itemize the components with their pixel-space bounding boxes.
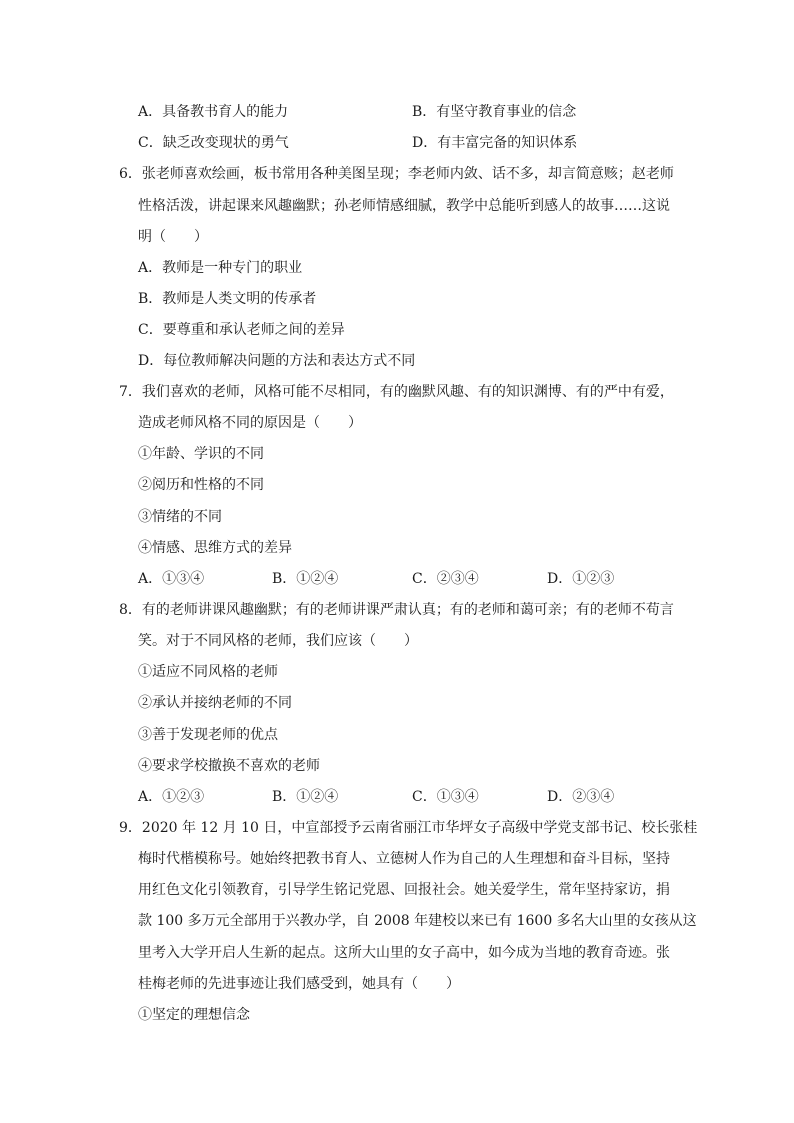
q7-item-3: ③情绪的不同 (138, 509, 222, 525)
q5-option-a: A．具备教书育人的能力 (138, 104, 289, 120)
q7-stem-line-2: 造成老师风格不同的原因是（ ） (138, 415, 362, 431)
q7-option-b: B．①②④ (272, 571, 339, 587)
q7-option-d: D．①②③ (547, 571, 615, 587)
q8-item-3: ③善于发现老师的优点 (138, 727, 278, 743)
q8-option-b: B．①②④ (272, 789, 339, 805)
q8-option-d: D．②③④ (547, 789, 615, 805)
q8-option-a: A．①②③ (138, 789, 205, 805)
q6-option-d: D．每位教师解决问题的方法和表达方式不同 (138, 353, 416, 369)
q5-option-c: C．缺乏改变现状的勇气 (138, 135, 289, 151)
q9-stem-line-4: 款 100 多万元全部用于兴教办学，自 2008 年建校以来已有 1600 多名大山里的女孩从这 (138, 913, 697, 929)
q9-stem-line-2: 梅时代楷模称号。她始终把教书育人、立德树人作为自己的人生理想和奋斗目标，坚持 (138, 851, 670, 867)
q6-option-a: A．教师是一种专门的职业 (138, 260, 303, 276)
q9-item-1: ①坚定的理想信念 (138, 1007, 250, 1023)
q8-option-c: C．①③④ (412, 789, 479, 805)
q8-stem-line-1: 8．有的老师讲课风趣幽默；有的老师讲课严肃认真；有的老师和蔼可亲；有的老师不苟言 (119, 602, 674, 618)
q8-item-4: ④要求学校撤换不喜欢的老师 (138, 758, 320, 774)
q9-stem-line-3: 用红色文化引领教育，引导学生铭记党恩、回报社会。她关爱学生，常年坚持家访，捐 (138, 882, 670, 898)
q9-stem-line-5: 里考入大学开启人生新的起点。这所大山里的女子高中，如今成为当地的教育奇迹。张 (138, 945, 670, 961)
q8-item-1: ①适应不同风格的老师 (138, 664, 278, 680)
q5-option-b: B．有坚守教育事业的信念 (412, 104, 577, 120)
q7-stem-line-1: 7．我们喜欢的老师，风格可能不尽相同，有的幽默风趣、有的知识渊博、有的严中有爱， (119, 384, 674, 400)
q7-option-a: A．①③④ (138, 571, 205, 587)
q6-stem-line-1: 6．张老师喜欢绘画，板书常用各种美图呈现；李老师内敛、话不多，却言简意赅；赵老师 (119, 166, 674, 182)
q6-stem-line-3: 明（ ） (138, 229, 208, 245)
q9-stem-line-1: 9．2020 年 12 月 10 日，中宣部授予云南省丽江市华坪女子高级中学党支部书记、校长张桂 (119, 820, 698, 836)
q5-option-d: D．有丰富完备的知识体系 (412, 135, 578, 151)
q7-item-4: ④情感、思维方式的差异 (138, 540, 292, 556)
q6-option-b: B．教师是人类文明的传承者 (138, 291, 317, 307)
q7-option-c: C．②③④ (412, 571, 479, 587)
q9-stem-line-6: 桂梅老师的先进事迹让我们感受到，她具有（ ） (138, 976, 460, 992)
q6-option-c: C．要尊重和承认老师之间的差异 (138, 322, 345, 338)
q6-stem-line-2: 性格活泼，讲起课来风趣幽默；孙老师情感细腻，教学中总能听到感人的故事……这说 (138, 198, 670, 214)
q8-item-2: ②承认并接纳老师的不同 (138, 695, 292, 711)
q8-stem-line-2: 笑。对于不同风格的老师，我们应该（ ） (138, 633, 418, 649)
q7-item-1: ①年龄、学识的不同 (138, 446, 264, 462)
q7-item-2: ②阅历和性格的不同 (138, 477, 264, 493)
